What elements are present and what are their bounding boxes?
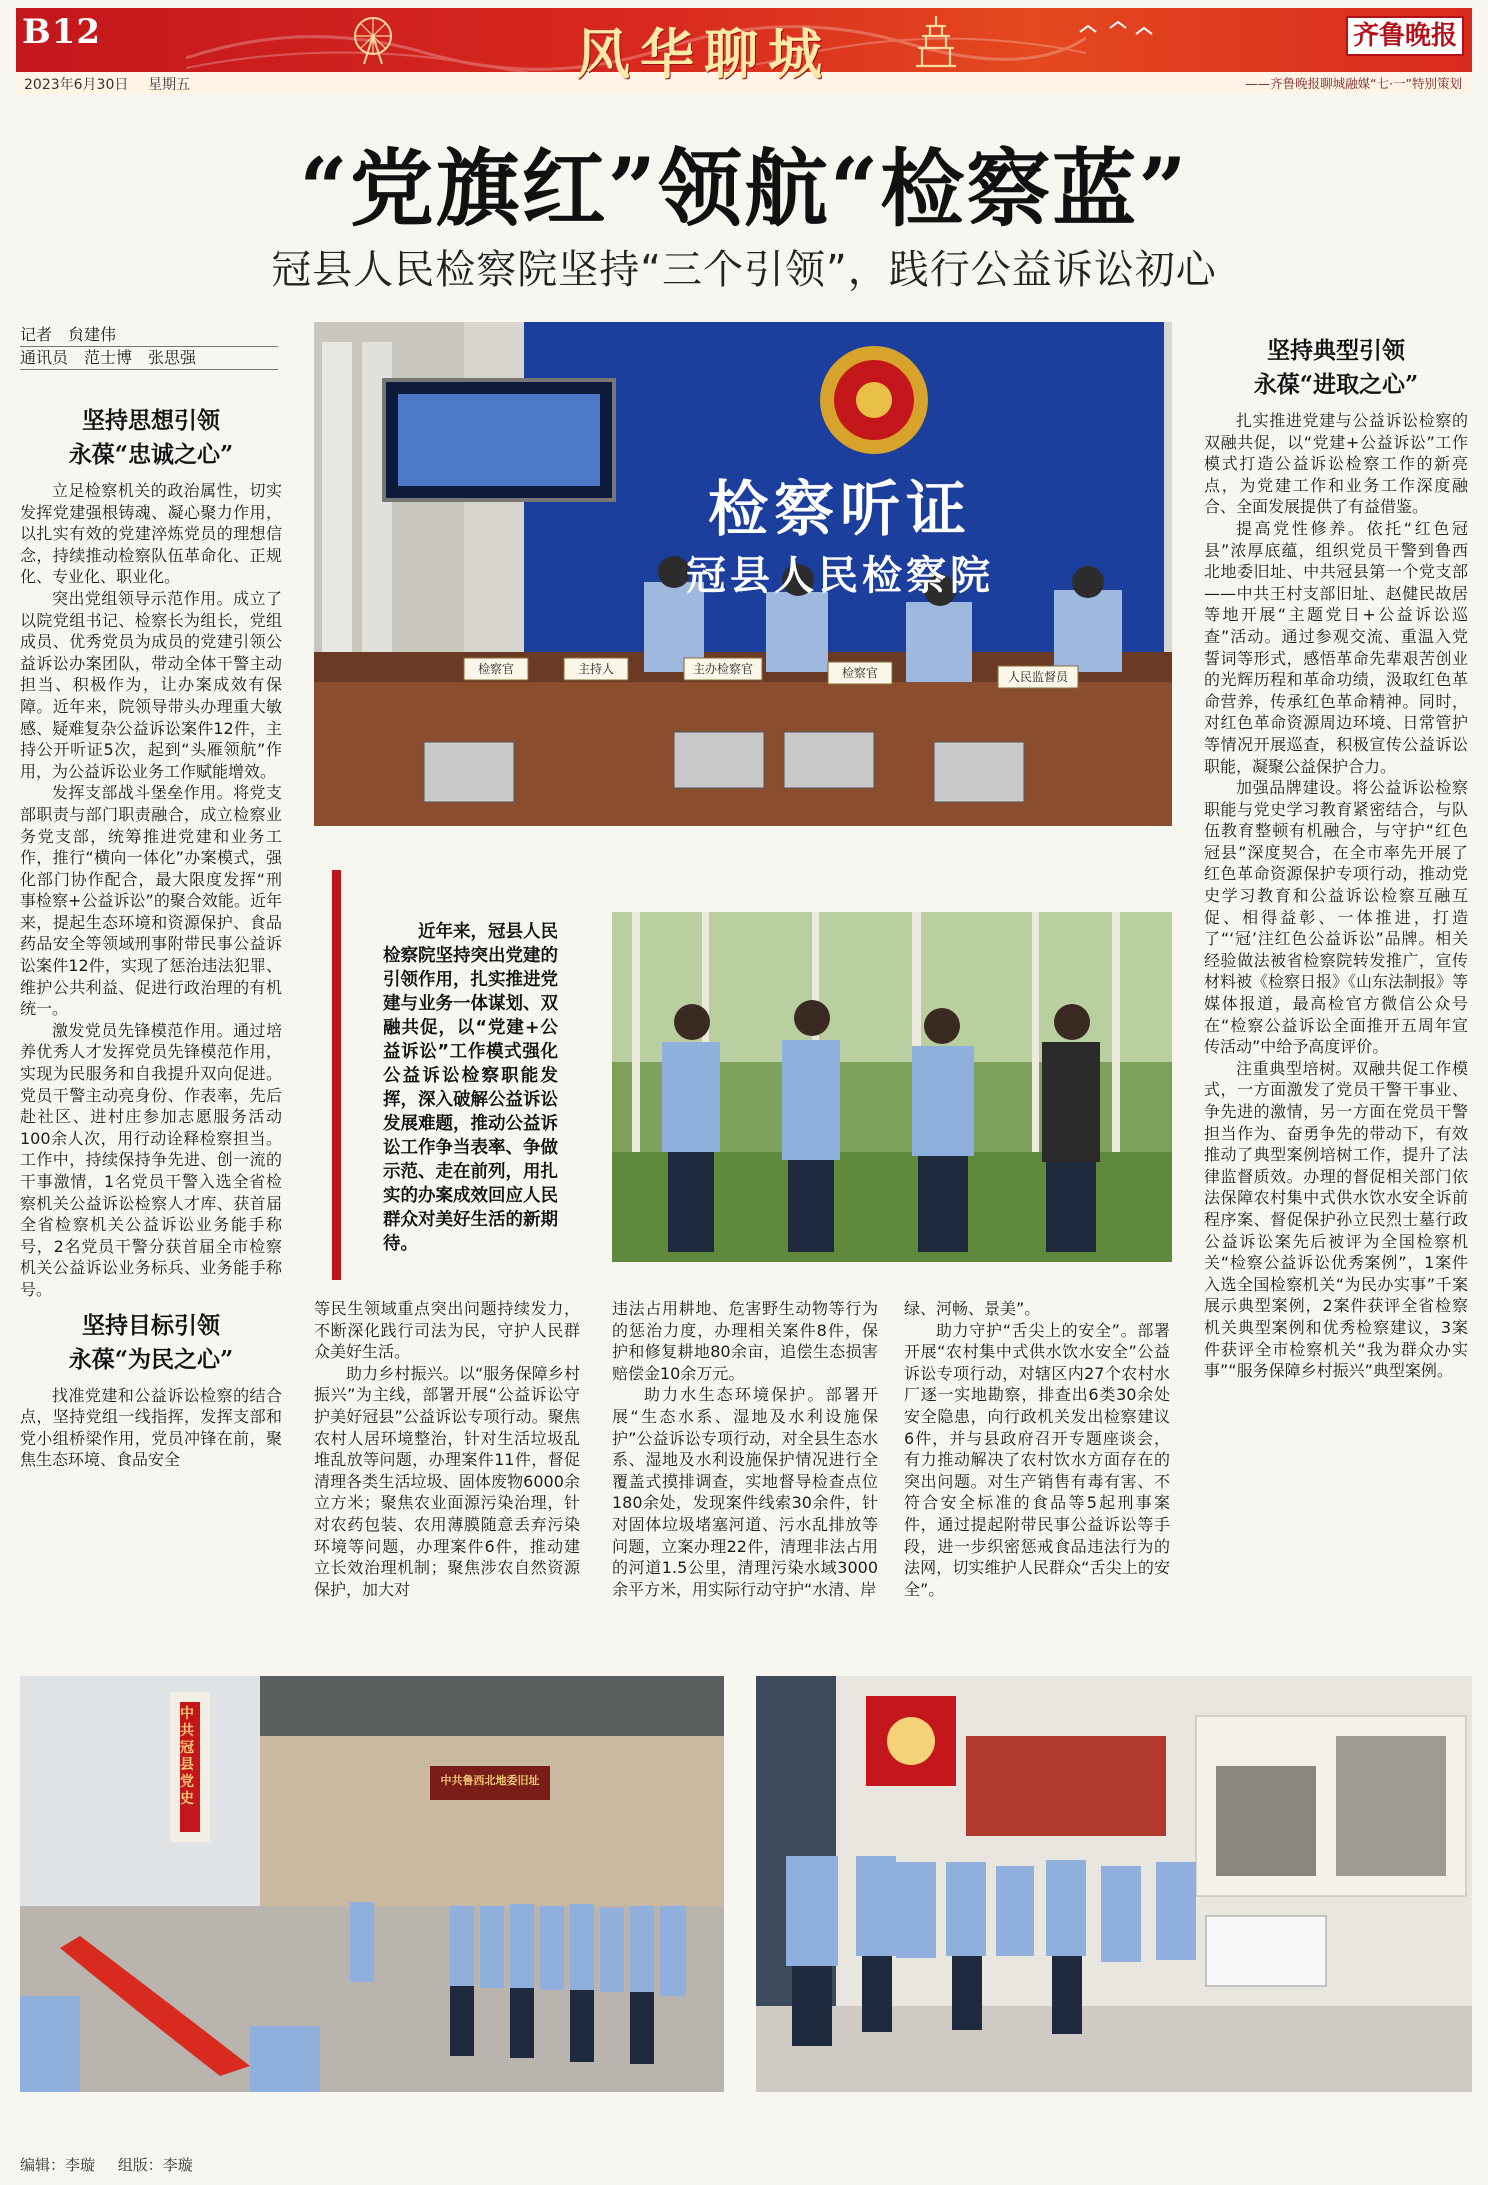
paragraph: 激发党员先锋模范作用。通过培养优秀人才发挥党员先锋模范作用，实现为民服务和自我提升双向促进。党员干警主动亮身份、作表率，先后赴社区、进村庄参加志愿服务活动100余人次，用行动诠释检察担当。工作中，持续保持争先进、创一流的干事激情，1名党员干警入选全省检察机关公益诉讼检察人才库、获首届全省检察机关公益诉讼业务能手称号，2名党员干警分获首届全市检察机关公益诉讼业务标兵、业务能手称号。 [20, 1020, 282, 1299]
column-right [1204, 334, 1468, 1382]
memorial-site-illustration [20, 1676, 724, 2092]
field-inspection-illustration [612, 912, 1172, 1262]
paragraph: 发挥支部战斗堡垒作用。将党支部职责与部门职责融合，成立检察业务党支部，统筹推进党建和业务工作，推行“横向一体化”办案模式，强化部门协作配合，最大限度发挥“刑事检察+公益诉讼”的聚合效能。近年来，提起生态环境和资源保护、食品药品安全等领域刑事附带民事公益诉讼案件12件，实现了惩治违法犯罪、维护公共利益、促进行政治理的有机统一。 [20, 783, 282, 1019]
photo-memorial-site [20, 1676, 724, 2092]
nameplate: 人民监督员 [1007, 670, 1068, 684]
page-number: B12 [22, 12, 102, 52]
history-exhibition-illustration [756, 1676, 1472, 2092]
doves-icon [1076, 18, 1156, 42]
column-4 [904, 1298, 1170, 1600]
byline [20, 324, 278, 370]
lead-text: 近年来，冠县人民检察院坚持突出党建的引领作用，扎实推进党建与业务一体谋划、双融共促，以“党建+公益诉讼”工作模式强化公益诉讼检察职能发挥，深入破解公益诉讼发展难题，推动公益诉讼工作争当表率、争做示范、走在前列，用扎实的办案成效回应人民群众对美好生活的新期待。 [383, 922, 558, 1254]
hearing-wall-subsign: 冠县人民检察院 [686, 552, 994, 599]
section1-subheading: 永葆“忠诚之心” [68, 441, 234, 468]
paragraph: 立足检察机关的政治属性，切实发挥党建强根铸魂、凝心聚力作用，以扎实有效的党建淬炼党员的理想信念，持续推动检察队伍革命化、正规化、专业化、职业化。 [20, 481, 282, 587]
ferris-wheel-icon [346, 12, 400, 66]
issue-date: 2023年6月30日 [24, 77, 129, 93]
byline-correspondents: 通讯员 范士博 张思强 [20, 347, 278, 370]
editor-credit: 编辑：李璇 [20, 2156, 96, 2174]
section2-subheading: 永葆“为民之心” [68, 1345, 234, 1373]
paragraph: 等民生领域重点突出问题持续发力，不断深化践行司法为民，守护人民群众美好生活。 [314, 1299, 580, 1362]
nameplate: 检察官 [841, 666, 878, 680]
paragraph: 提高党性修养。依托“红色冠县”浓厚底蕴，组织党员干警到鲁西北地委旧址、中共冠县第一个党支部——中共王村支部旧址、赵健民故居等地开展“主题党日+公益诉讼巡查”活动。通过参观交流、重温入党誓词等形式，感悟革命先辈艰苦创业的光辉历程和革命功绩，汲取红色革命营养，传承红色革命精神。同时，对红色革命资源周边环境、日常管护等情况开展巡查，积极宣传公益诉讼职能，凝聚公益保护合力。 [1204, 518, 1468, 776]
paragraph: 绿、河畅、景美”。 [904, 1299, 1041, 1318]
layout-credit: 组版：李璇 [117, 2156, 193, 2174]
nameplate: 检察官 [477, 662, 514, 676]
photo-field-inspection [612, 912, 1172, 1262]
column-2 [314, 1298, 580, 1600]
column-title: 风华聊城 [576, 22, 832, 86]
memorial-banner-text: 中共鲁西北地委旧址 [440, 1774, 540, 1787]
section1-heading: 坚持思想引领 [82, 407, 220, 434]
nameplate: 主持人 [577, 662, 614, 676]
subheadline: 冠县人民检察院坚持“三个引领”，践行公益诉讼初心 [271, 247, 1217, 293]
paragraph: 违法占用耕地、危害野生动物等行为的惩治力度，办理相关案件8件，保护和修复耕地80余亩，追偿生态损害赔偿金10余万元。 [612, 1299, 878, 1383]
section2-heading: 坚持目标引领 [82, 1311, 220, 1339]
photo-history-exhibition [756, 1676, 1472, 2092]
photo-hearing-room [314, 322, 1172, 826]
paragraph: 加强品牌建设。将公益诉讼检察职能与党史学习教育紧密结合，与队伍教育整顿有机融合，与守护“红色冠县”深度契合，在全市率先开展了红色革命资源保护专项行动，推动党史学习教育和公益诉讼检察互融互促、相得益彰、一体推进，打造了“‘冠’注红色公益诉讼”品牌。相关经验做法被省检察院转发推广，宣传材料被《检察日报》《山东法制报》等媒体报道，最高检官方微信公众号在“检察公益诉讼全面推开五周年宣传活动”中给予高度评价。 [1204, 778, 1469, 1057]
paper-logo: 齐鲁晚报 [1346, 16, 1464, 56]
paragraph: 助力守护“舌尖上的安全”。部署开展“农村集中式供水饮水安全”公益诉讼专项行动，对辖区内27个农村水厂逐一实地勘察，排查出6类30余处安全隐患，向行政机关发出检察建议6件，并与县政府召开专题座谈会，有力推动解决了农村饮水方面存在的突出问题。对生产销售有毒有害、不符合安全标准的食品等5起刑事案件，通过提起附带民事公益诉讼等手段，进一步织密惩戒食品违法行为的法网，切实维护人民群众“舌尖上的安全”。 [904, 1320, 1170, 1599]
memorial-plaque-text: 中共冠县党史 [180, 1706, 194, 1807]
special-note: ——齐鲁晚报聊城融媒“七·一”特别策划 [1245, 76, 1462, 91]
masthead [16, 8, 1472, 94]
section3-subheading: 永葆“进取之心” [1253, 371, 1419, 398]
tower-icon [906, 14, 966, 68]
paragraph: 扎实推进党建与公益诉讼检察的双融共促，以“党建+公益诉讼”工作模式打造公益诉讼检察工作的新亮点，为党建工作和业务工作深度融合、全面发展提供了有益借鉴。 [1204, 411, 1468, 517]
hearing-wall-sign: 检察听证 [708, 475, 972, 545]
paragraph: 助力水生态环境保护。部署开展“生态水系、湿地及水利设施保护”公益诉讼专项行动，对全县生态水系、湿地及水利设施保护情况进行全覆盖式摸排调查，实地督导检查点位180余处，发现案件线索30余件，针对固体垃圾堵塞河道、污水乱排放等问题，立案办理22件，清理非法占用的河道1.5公里，清理污染水域3000余平方米，用实际行动守护“水清、岸 [612, 1385, 878, 1599]
paragraph: 注重典型培树。双融共促工作模式，一方面激发了党员干警干事业、争先进的激情，另一方面在党员干警担当作为、奋勇争先的带动下，有效推动了典型案例培树工作，提升了法律监督质效。办理的督促相关部门依法保障农村集中式供水饮水安全诉前程序案、督促保护孙立民烈士墓行政公益诉讼案先后被评为全国检察机关“检察公益诉讼优秀案例”，1案件入选全国检察机关“为民办实事”千案展示典型案例，2案件获评全省检察机关典型案例和优秀检察建议，3案件获评全市检察机关“我为群众办实事”“服务保障乡村振兴”典型案例。 [1204, 1058, 1468, 1381]
byline-reporter: 记者 贠建伟 [20, 324, 278, 347]
section3-heading: 坚持典型引领 [1267, 337, 1405, 364]
page-footer [20, 2154, 211, 2175]
headline: “党旗红”领航“检察蓝” [299, 139, 1189, 238]
nameplate: 主办检察官 [692, 662, 753, 676]
paragraph: 助力乡村振兴。以“服务保障乡村振兴”为主线，部署开展“公益诉讼守护美好冠县”公益诉讼专项行动。聚焦农村人居环境整治，针对生活垃圾乱堆乱放等问题，办理案件11件，督促清理各类生活垃圾、固体废物6000余立方米；聚焦农业面源污染治理，针对农药包装、农用薄膜随意丢弃污染环境等问题，办理案件6件，推动建立长效治理机制；聚焦涉农自然资源保护，加大对 [314, 1363, 580, 1599]
lead-paragraph [332, 870, 558, 1280]
column-left [20, 404, 282, 1471]
paragraph: 突出党组领导示范作用。成立了以院党组书记、检察长为组长，党组成员、优秀党员为成员的党建引领公益诉讼办案团队，带动全体干警主动担当、积极作为，让办案成效有保障。近年来，院领导带头办理重大敏感、疑难复杂公益诉讼案件12件，主持公开听证5次，起到“头雁领航”作用，为公益诉讼业务工作赋能增效。 [20, 588, 282, 781]
column-3 [612, 1298, 878, 1600]
issue-weekday: 星期五 [148, 77, 190, 93]
paragraph: 找准党建和公益诉讼检察的结合点，坚持党组一线指挥，发挥支部和党小组桥梁作用，党员冲锋在前，聚焦生态环境、食品安全 [20, 1385, 282, 1470]
